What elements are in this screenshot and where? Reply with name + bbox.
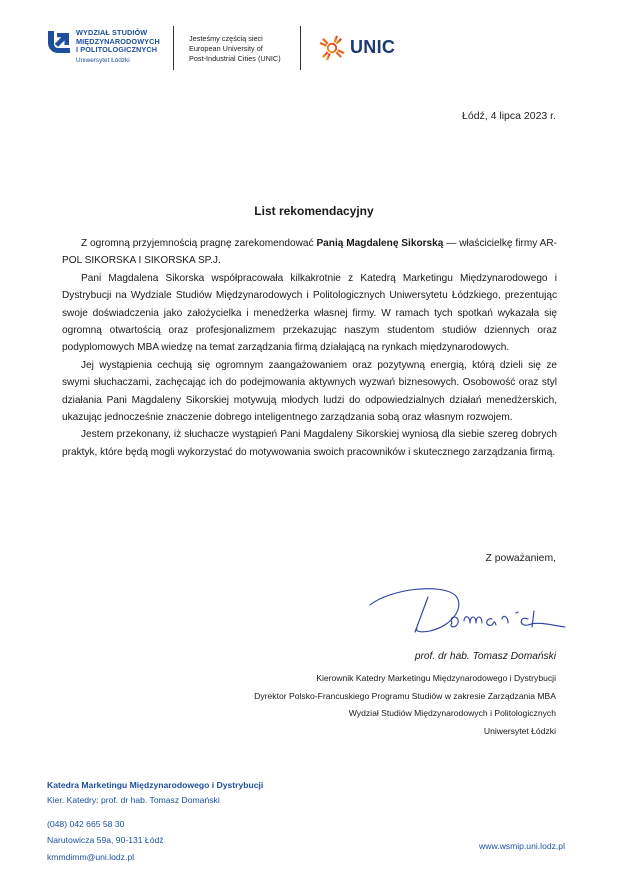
faculty-logo-icon	[47, 30, 71, 54]
footer-website-link[interactable]: www.wsmip.uni.lodz.pl	[479, 841, 565, 851]
intro-text: Z ogromną przyjemnością pragnę zarekomendować	[81, 238, 317, 249]
faculty-name-line3: I POLITOLOGICZNYCH	[76, 45, 158, 55]
handwritten-signature	[360, 585, 575, 645]
unic-note-line2: European University of	[189, 44, 263, 53]
footer-email[interactable]: kmmdimm@uni.lodz.pl	[47, 851, 135, 862]
letter-body	[62, 235, 557, 461]
letter-date: Łódź, 4 lipca 2023 r.	[462, 110, 556, 122]
role-line: Dyrektor Polsko-Francuskiego Programu Studiów w zakresie Zarządzania MBA	[254, 690, 556, 701]
paragraph-intro	[62, 235, 557, 270]
letter-title: List rekomendacyjny	[254, 204, 374, 218]
recommended-person: Panią Magdalenę Sikorską	[316, 238, 444, 249]
paragraph-cooperation: Pani Magdalena Sikorska współpracowała kilkakrotnie z Katedrą Marketingu Międzynarodowego i Dystrybucji na Wydziale Studiów Międzynarodowych i Politologicznych Uniwersytetu Łódzkiego, prezentując swoje doświadczenia jako założycielka i menedżerka własnej firmy. W ramach tych spotkań wykazała się ogromną otwartością oraz profesjonalizmem przekazując naszym studentom studiów dziennych oraz podyplomowych MBA wiedzę na temat zarządzania firmą działającą na rynkach międzynarodowych.	[62, 272, 557, 354]
header-divider	[173, 26, 174, 70]
signer-roles	[254, 670, 556, 740]
signer-name: prof. dr hab. Tomasz Domański	[414, 651, 556, 662]
faculty-name	[76, 29, 160, 55]
role-line: Uniwersytet Łódzki	[483, 725, 556, 736]
role-line: Wydział Studiów Międzynarodowych i Politologicznych	[348, 708, 556, 719]
intro-text-rest: — właścicielkę firmy AR-POL SIKORSKA I SIKORSKA SP.J.	[62, 238, 557, 267]
paragraph-conclusion: Jestem przekonany, iż słuchacze wystąpień Pani Magdaleny Sikorskiej wyniosą dla siebie szereg dobrych praktyk, które będą mogli wykorzystać do motywowania swoich pracowników i skutecznego zarządzania firmą.	[62, 429, 557, 458]
university-name: Uniwersytet Łódzki	[76, 57, 130, 64]
unic-logo-text: UNIC	[350, 37, 396, 57]
header-divider	[300, 26, 301, 70]
footer-address: Narutowicza 59a, 90-131 Łódź	[47, 835, 164, 846]
unic-note-line1: Jesteśmy częścią sieci	[189, 34, 263, 43]
unic-membership-note	[189, 34, 281, 64]
paragraph-presentations: Jej wystąpienia cechują się ogromnym zaangażowaniem oraz pozytywną energią, którą dzieli się ze swymi słuchaczami, zachęcając ich do podejmowania aktywnych wyzwań biznesowych. Osobowość oraz styl działania Pani Magdaleny Sikorskiej motywują młodych ludzi do odpowiedzialnych działań menedżerskich, ukazując jednocześnie znaczenie dobrego inteligentnego zarządzania sobą oraz własnym rozwojem.	[62, 359, 557, 424]
letterhead	[0, 0, 628, 80]
footer-phone: (048) 042 665 58 30	[47, 819, 125, 829]
footer-contact	[47, 778, 263, 865]
footer-department: Katedra Marketingu Międzynarodowego i Dystrybucji	[47, 780, 264, 790]
faculty-name-line2: MIĘDZYNARODOWYCH	[76, 36, 160, 46]
faculty-name-line1: WYDZIAŁ STUDIÓW	[76, 28, 148, 37]
role-line: Kierownik Katedry Marketingu Międzynarodowego i Dystrybucji	[316, 673, 556, 683]
footer-head: Kier. Katedry: prof. dr hab. Tomasz Domański	[47, 795, 220, 805]
unic-note-line3: Post-Industrial Cities (UNIC)	[189, 54, 281, 63]
closing-salutation: Z poważaniem,	[485, 553, 556, 564]
unic-sun-icon	[318, 34, 346, 62]
